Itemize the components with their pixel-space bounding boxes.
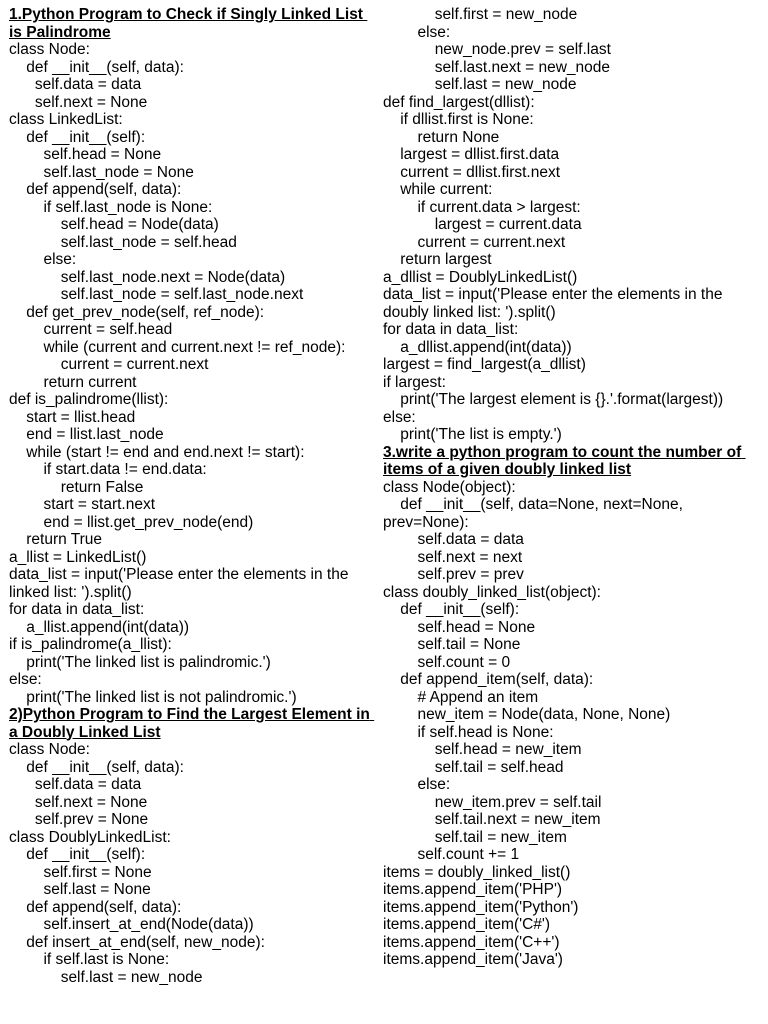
code-line: self.last_node = None [9, 163, 194, 181]
code-line: class DoublyLinkedList: [9, 828, 171, 846]
code-line: return True [9, 531, 103, 548]
code-line: self.last.next = new_node [383, 58, 611, 76]
code-line: return None [383, 128, 500, 146]
code-line: current = current.next [9, 356, 209, 373]
code-line: self.head = Node(data) [9, 216, 219, 233]
code-line: self.head = new_item [383, 741, 582, 758]
code-line: print('The linked list is not palindromic.') [9, 688, 297, 706]
code-line: self.count = 0 [383, 653, 511, 671]
code-line: self.last = new_node [383, 76, 577, 93]
code-line: self.head = None [383, 618, 536, 636]
code-line: if dllist.first is None: [383, 111, 534, 128]
code-line: items.append_item('C++') [383, 933, 560, 951]
code-line: a_llist = LinkedList() [9, 548, 147, 566]
code-line: a_llist.append(int(data)) [9, 618, 190, 636]
code-line: # Append an item [383, 688, 539, 706]
code-line: print('The list is empty.') [383, 426, 562, 443]
code-line: self.insert_at_end(Node(data)) [9, 916, 254, 933]
code-line: self.tail = new_item [383, 828, 567, 846]
code-line: current = dllist.first.next [383, 163, 561, 181]
code-line: a_dllist = DoublyLinkedList() [383, 268, 578, 286]
code-line: class Node: [9, 741, 90, 758]
code-line: self.last_node.next = Node(data) [9, 268, 286, 286]
code-line: def __init__(self): [9, 128, 146, 146]
code-line: return largest [383, 251, 492, 268]
code-block-2-continued [383, 6, 763, 444]
code-line: end = llist.get_prev_node(end) [9, 513, 254, 531]
code-line: def __init__(self, data): [9, 58, 184, 76]
code-line: largest = dllist.first.data [383, 146, 560, 163]
code-line: self.next = None [9, 93, 148, 111]
code-line: for data in data_list: [9, 601, 145, 618]
code-line: class Node(object): [383, 478, 516, 496]
code-line: else: [9, 671, 42, 688]
code-line: print('The largest element is {}.'.format(largest)) [383, 391, 724, 408]
left-column [9, 6, 377, 986]
code-line: else: [383, 776, 451, 793]
code-block-2 [9, 741, 377, 986]
code-line: items.append_item('C#') [383, 916, 551, 933]
code-line: def get_prev_node(self, ref_node): [9, 303, 265, 321]
code-block-1 [9, 41, 377, 706]
code-line: a_dllist.append(int(data)) [383, 338, 572, 356]
code-line: for data in data_list: [383, 321, 519, 338]
code-line: new_node.prev = self.last [383, 41, 611, 58]
code-line: else: [383, 23, 451, 41]
code-line: self.first = None [9, 863, 152, 881]
code-line: if start.data != end.data: [9, 461, 207, 478]
code-line: def append(self, data): [9, 898, 182, 916]
code-line: start = llist.head [9, 408, 136, 426]
code-line: if is_palindrome(a_llist): [9, 636, 172, 653]
code-line: self.tail = self.head [383, 758, 564, 776]
code-line: items.append_item('PHP') [383, 881, 563, 898]
code-line: def __init__(self): [9, 846, 146, 863]
code-line: self.last = new_node [9, 968, 203, 986]
code-line: if self.last is None: [9, 951, 170, 968]
code-line: def __init__(self): [383, 601, 520, 618]
code-line: else: [383, 408, 416, 426]
code-line: items.append_item('Java') [383, 951, 563, 968]
code-line: start = start.next [9, 496, 156, 513]
code-line: while (current and current.next != ref_node): [9, 338, 346, 356]
section-heading-3: 3.write a python program to count the number of items of a given doubly linked list [383, 443, 746, 478]
code-line: if largest: [383, 373, 446, 391]
code-line: self.tail = None [383, 636, 521, 653]
code-line: new_item = Node(data, None, None) [383, 706, 671, 723]
code-line: items.append_item('Python') [383, 898, 579, 916]
code-line: self.next = next [383, 548, 523, 566]
code-line: def append(self, data): [9, 181, 182, 198]
code-line: new_item.prev = self.tail [383, 793, 602, 811]
section-heading-2: 2)Python Program to Find the Largest Element in a Doubly Linked List [9, 706, 375, 741]
code-line: largest = current.data [383, 216, 582, 233]
code-line: def __init__(self, data): [9, 758, 184, 776]
code-line: def __init__(self, data=None, next=None, prev=None): [383, 496, 688, 531]
code-line: self.head = None [9, 146, 162, 163]
code-line: self.prev = None [9, 811, 149, 828]
section-heading-1: 1.Python Program to Check if Singly Linked List is Palindrome [9, 6, 368, 41]
code-line: class doubly_linked_list(object): [383, 583, 601, 601]
code-line: return False [9, 478, 144, 496]
code-line: print('The linked list is palindromic.') [9, 653, 271, 671]
code-line: self.data = data [9, 76, 142, 93]
code-line: self.data = data [9, 776, 142, 793]
code-line: while current: [383, 181, 493, 198]
code-line: class Node: [9, 41, 90, 58]
code-line: if self.last_node is None: [9, 198, 213, 216]
code-line: self.last_node = self.last_node.next [9, 286, 304, 303]
code-line: current = self.head [9, 321, 173, 338]
code-line: current = current.next [383, 233, 566, 251]
code-line: return current [9, 373, 137, 391]
code-line: largest = find_largest(a_dllist) [383, 356, 586, 373]
code-line: class LinkedList: [9, 111, 123, 128]
code-line: data_list = input('Please enter the elements in the linked list: ').split() [9, 566, 353, 601]
code-line: if current.data > largest: [383, 198, 581, 216]
code-line: self.data = data [383, 531, 524, 548]
code-line: def is_palindrome(llist): [9, 391, 169, 408]
code-line: def append_item(self, data): [383, 671, 594, 688]
code-line: if self.head is None: [383, 723, 554, 741]
code-line: else: [9, 251, 77, 268]
code-line: def insert_at_end(self, new_node): [9, 933, 265, 951]
code-line: self.prev = prev [383, 566, 524, 583]
code-line: while (start != end and end.next != start): [9, 443, 305, 461]
code-line: items = doubly_linked_list() [383, 863, 571, 881]
code-line: self.first = new_node [383, 6, 578, 23]
code-line: self.last_node = self.head [9, 233, 237, 251]
code-line: self.next = None [9, 793, 148, 811]
code-line: def find_largest(dllist): [383, 93, 535, 111]
code-line: end = llist.last_node [9, 426, 164, 443]
code-line: self.tail.next = new_item [383, 811, 601, 828]
code-line: self.count += 1 [383, 846, 520, 863]
code-block-3 [383, 479, 763, 969]
code-line: data_list = input('Please enter the elements in the doubly linked list: ').split() [383, 286, 727, 321]
code-line: self.last = None [9, 881, 151, 898]
right-column [383, 6, 763, 969]
